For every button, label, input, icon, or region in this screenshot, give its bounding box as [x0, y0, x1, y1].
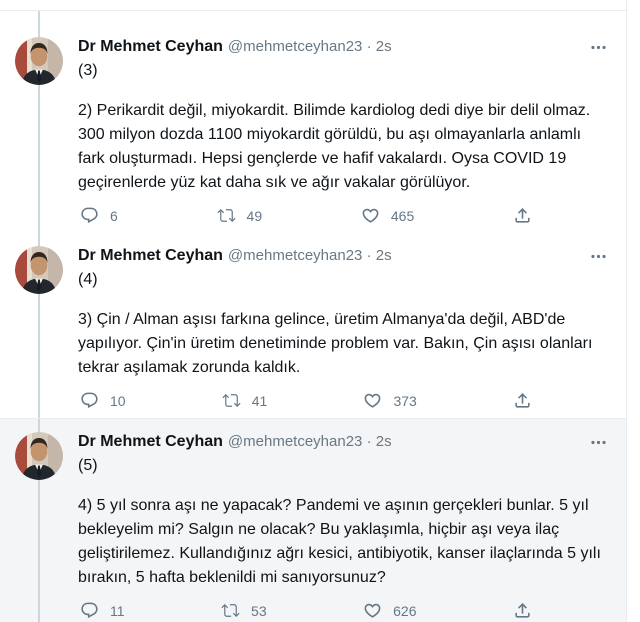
retweet-button[interactable]: [221, 601, 267, 620]
share-button[interactable]: [513, 391, 532, 410]
reply-count: 11: [110, 602, 125, 619]
timeline-top-divider: [0, 0, 626, 11]
tweet-thread-number: (5): [78, 457, 98, 474]
heart-outline-icon: [363, 391, 382, 410]
retweet-arrows-icon: [222, 391, 241, 410]
avatar[interactable]: [15, 246, 63, 294]
retweet-arrows-icon: [217, 206, 236, 225]
tweet-thread-number: (3): [78, 62, 98, 79]
author-meta: [228, 432, 392, 452]
more-options-button[interactable]: [589, 432, 608, 452]
author-handle[interactable]: @mehmetceyhan23: [227, 433, 363, 450]
retweet-arrows-icon: [221, 601, 240, 620]
reply-button[interactable]: [80, 391, 126, 410]
reply-count: 10: [110, 392, 126, 409]
more-options-button[interactable]: [589, 37, 608, 57]
author-name[interactable]: Dr Mehmet Ceyhan: [78, 433, 223, 450]
tweet-content: [78, 37, 612, 225]
tweet-header: [78, 246, 612, 266]
tweet-text: 3) Çin / Alman aşısı farkına gelince, üretim Almanya'da değil, ABD'de yapılıyor. Çin'in üretim denetiminde problem var. Bakın, Çin aşısı olanları tekrar aşılamak zorunda kaldık.: [78, 311, 593, 376]
tweet-2: [0, 233, 626, 418]
meta-separator: ·: [366, 247, 372, 264]
tweet-actions: [80, 601, 532, 620]
tweet-1: [0, 11, 626, 233]
author-name[interactable]: Dr Mehmet Ceyhan: [78, 38, 223, 55]
avatar[interactable]: [15, 37, 63, 85]
tweet-actions: [80, 206, 532, 225]
retweet-count: 53: [251, 602, 267, 619]
more-horizontal-dots-icon: [589, 433, 608, 452]
tweet-gutter: [15, 432, 78, 620]
retweet-button[interactable]: [217, 206, 263, 225]
share-upload-icon: [513, 206, 532, 225]
share-button[interactable]: [513, 206, 532, 225]
author-meta: [228, 246, 392, 266]
tweet-content: [78, 246, 612, 410]
tweet-3: [0, 418, 626, 622]
tweet-timestamp[interactable]: 2s: [375, 433, 392, 450]
tweet-content: [78, 432, 612, 620]
reply-button[interactable]: [80, 206, 118, 225]
tweet-timestamp[interactable]: 2s: [375, 38, 392, 55]
tweet-text: 2) Perikardit değil, miyokardit. Bilimde kardiolog dedi diye bir delil olmaz. 300 milyon dozda 1100 miyokardit görüldü, bu aşı olmayanlarla anlamlı fark oluşturmadı. Hepsi gençlerde ve hafif vakalardı. Oysa COVID 19 geçirenlerde yüz kat daha sık ve ağır vakalar görülüyor.: [78, 102, 591, 191]
reply-count: 6: [110, 207, 118, 224]
more-horizontal-dots-icon: [589, 247, 608, 266]
retweet-count: 49: [246, 207, 263, 224]
author-meta: [228, 37, 392, 57]
author-handle[interactable]: @mehmetceyhan23: [227, 247, 363, 264]
tweet-header: [78, 37, 612, 57]
like-button[interactable]: [361, 206, 414, 225]
like-count: 373: [393, 392, 417, 409]
share-upload-icon: [513, 391, 532, 410]
tweet-timestamp[interactable]: 2s: [375, 247, 392, 264]
tweet-gutter: [15, 246, 78, 410]
like-count: 626: [393, 602, 417, 619]
heart-outline-icon: [363, 601, 382, 620]
avatar[interactable]: [15, 432, 63, 480]
tweet-header: [78, 432, 612, 452]
like-button[interactable]: [363, 601, 416, 620]
reply-bubble-icon: [80, 206, 99, 225]
like-count: 465: [390, 207, 415, 224]
author-name[interactable]: Dr Mehmet Ceyhan: [78, 247, 223, 264]
retweet-count: 41: [251, 392, 268, 409]
retweet-button[interactable]: [222, 391, 268, 410]
meta-separator: ·: [366, 38, 372, 55]
share-upload-icon: [513, 601, 532, 620]
reply-button[interactable]: [80, 601, 125, 620]
heart-outline-icon: [361, 206, 380, 225]
author-handle[interactable]: @mehmetceyhan23: [227, 38, 363, 55]
reply-bubble-icon: [80, 391, 99, 410]
more-horizontal-dots-icon: [589, 38, 608, 57]
tweet-gutter: [15, 37, 78, 225]
more-options-button[interactable]: [589, 246, 608, 266]
tweet-actions: [80, 391, 532, 410]
meta-separator: ·: [366, 433, 372, 450]
tweet-text: 4) 5 yıl sonra aşı ne yapacak? Pandemi ve aşının gerçekleri bunlar. 5 yıl bekleyelim mi? Salgın ne olacak? Bu yaklaşımla, hiçbir aşı veya ilaç geliştirilemez. Kullandığınız ağrı kesici, antibiyotik, kanser ilaçlarında 5 yılı bırakın, 5 hafta beklenildi mi sanıyorsunuz?: [78, 497, 601, 586]
share-button[interactable]: [513, 601, 532, 620]
reply-bubble-icon: [80, 601, 99, 620]
like-button[interactable]: [363, 391, 416, 410]
tweet-thread-number: (4): [78, 271, 98, 288]
